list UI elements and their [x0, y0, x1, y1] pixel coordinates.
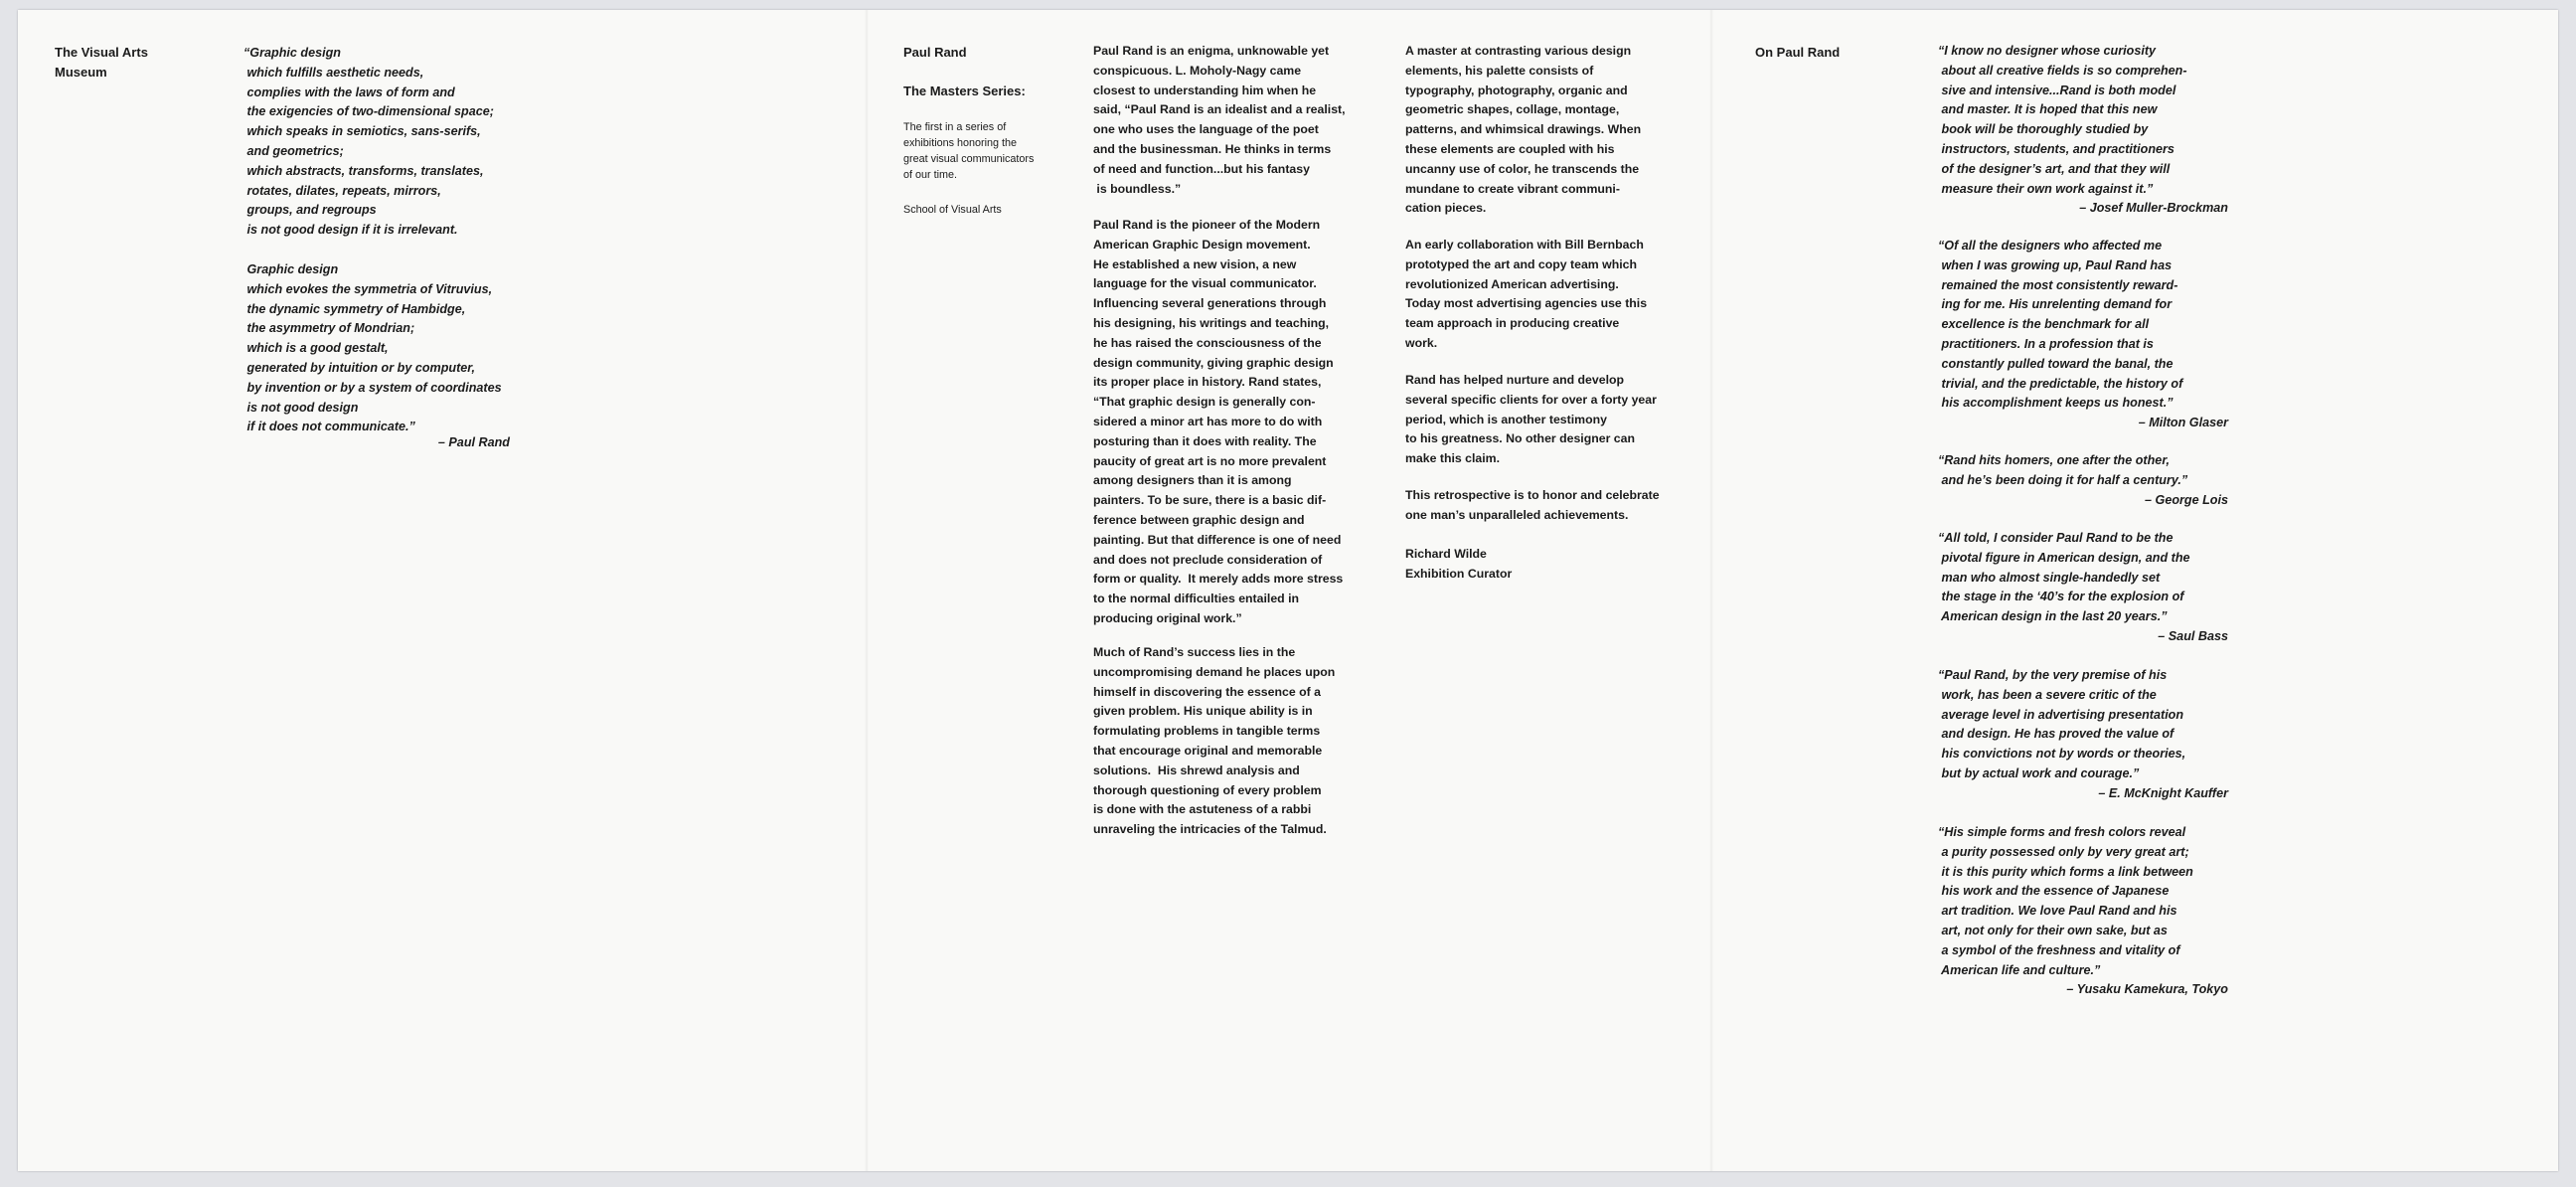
quote-author: – George Lois: [2145, 493, 2228, 507]
quote-author: – Saul Bass: [2158, 629, 2228, 643]
quote-author: – Josef Muller-Brockman: [2079, 201, 2228, 215]
museum-name: The Visual Arts Museum: [55, 45, 148, 80]
bio-paragraph-2: Paul Rand is the pioneer of the Modern American Graphic Design movement. He established a new vision, a new language for the visual communicator. Influencing several generations through his designing, his writings and teaching, he has raised the consciousness of the design community, giving graphic design its proper place in history. Rand states, “That graphic design is generally con- sidered a minor art has more to do with posturing than it does with reality. The paucity of great art is no more prevalent among designers than it is among painters. To be sure, there is a basic dif- ference between graphic design and painting. But that difference is one of need and does not preclude consideration of form or quality. It merely adds more stress to the normal difficulties entailed in producing original work.”: [1093, 218, 1344, 625]
bio-paragraph-3: Much of Rand’s success lies in the uncompromising demand he places upon himself in discovering the essence of a given problem. His unique ability is in formulating problems in tangible terms that encourage original and memorable solutions. His shrewd analysis and thorough questioning of every problem is done with the astuteness of a rabbi unraveling the intricacies of the Talmud.: [1093, 645, 1336, 837]
fold-line-right: [1709, 10, 1713, 1171]
quotes-heading: On Paul Rand: [1755, 45, 1841, 60]
exhibit-title: Paul Rand: [903, 45, 967, 60]
poem-stanza-2: Graphic design which evokes the symmetria of Vitruvius, the dynamic symmetry of Hambidge, the asymmetry of Mondrian; which is a good gestalt, generated by intuition or by computer, by invention or by a system of coordinates is not good design if it does not communicate.”: [246, 262, 502, 434]
quote-text: “Rand hits homers, one after the other, and he’s been doing it for half a century.”: [1938, 453, 2188, 487]
school-name: School of Visual Arts: [903, 204, 1002, 216]
quote-text: “All told, I consider Paul Rand to be the pivotal figure in American design, and the man who almost single-handedly set the stage in the ‘40’s for the explosion of American design in the last 20 years.”: [1938, 531, 2190, 624]
curator-credit: Richard Wilde Exhibition Curator: [1405, 547, 1513, 581]
quote-author: – Milton Glaser: [2138, 416, 2228, 429]
quote-text: “Of all the designers who affected me when I was growing up, Paul Rand has remained the most consistently reward- ing for me. His unrelenting demand for excellence is the benchmark for all practitioners. In a profession that is constantly pulled toward the banal, the trivial, and the predictable, the history of his accomplishment keeps us honest.”: [1938, 239, 2183, 411]
poem-stanza-1: “Graphic design which fulfills aesthetic needs, complies with the laws of form and the exigencies of two-dimensional space; which speaks in semiotics, sans-serifs, and geometrics; which abstracts, transforms, translates, rotates, dilates, repeats, mirrors, groups, and regroups is not good design if it is irrelevant.: [243, 46, 494, 238]
quote-author: – E. McKnight Kauffer: [2098, 786, 2228, 800]
brochure-sheet: [18, 10, 2558, 1171]
quote-text: “His simple forms and fresh colors reveal a purity possessed only by very great art; it is this purity which forms a link between his work and the essence of Japanese art tradition. We love Paul Rand and his art, not only for their own sake, but as a symbol of the freshness and vitality of American life and culture.”: [1938, 825, 2193, 977]
series-description: The first in a series of exhibitions honoring the great visual communicators of our time.: [903, 121, 1035, 181]
quote-text: “I know no designer whose curiosity about all creative fields is so comprehen- sive and intensive...Rand is both model and master. It is hoped that this new book will be thoroughly studied by instructors, students, and practitioners of the designer’s art, and that they will measure their own work against it.”: [1938, 44, 2187, 196]
bio-paragraph-6: Rand has helped nurture and develop several specific clients for over a forty year period, which is another testimony to his greatness. No other designer can make this claim.: [1405, 373, 1657, 466]
fold-line-left: [865, 10, 869, 1171]
bio-paragraph-7: This retrospective is to honor and celebrate one man’s unparalleled achievements.: [1405, 488, 1660, 522]
poem-attribution: – Paul Rand: [437, 435, 510, 449]
quote-author: – Yusaku Kamekura, Tokyo: [2066, 982, 2228, 996]
bio-paragraph-5: An early collaboration with Bill Bernbach prototyped the art and copy team which revolutionized American advertising. Today most advertising agencies use this team approach in producing creative work.: [1405, 238, 1648, 350]
series-title: The Masters Series:: [903, 84, 1026, 98]
quote-text: “Paul Rand, by the very premise of his work, has been a severe critic of the average level in advertising presentation and design. He has proved the value of his convictions not by words or theories, but by actual work and courage.”: [1938, 668, 2186, 780]
bio-paragraph-1: Paul Rand is an enigma, unknowable yet conspicuous. L. Moholy-Nagy came closest to understanding him when he said, “Paul Rand is an idealist and a realist, one who uses the language of the poet and the businessman. He thinks in terms of need and function...but his fantasy is boundless.”: [1093, 44, 1346, 196]
bio-paragraph-4: A master at contrasting various design elements, his palette consists of typography, photography, organic and geometric shapes, collage, montage, patterns, and whimsical drawings. When these elements are coupled with his uncanny use of color, he transcends the mundane to create vibrant communi- cation pieces.: [1405, 44, 1642, 216]
